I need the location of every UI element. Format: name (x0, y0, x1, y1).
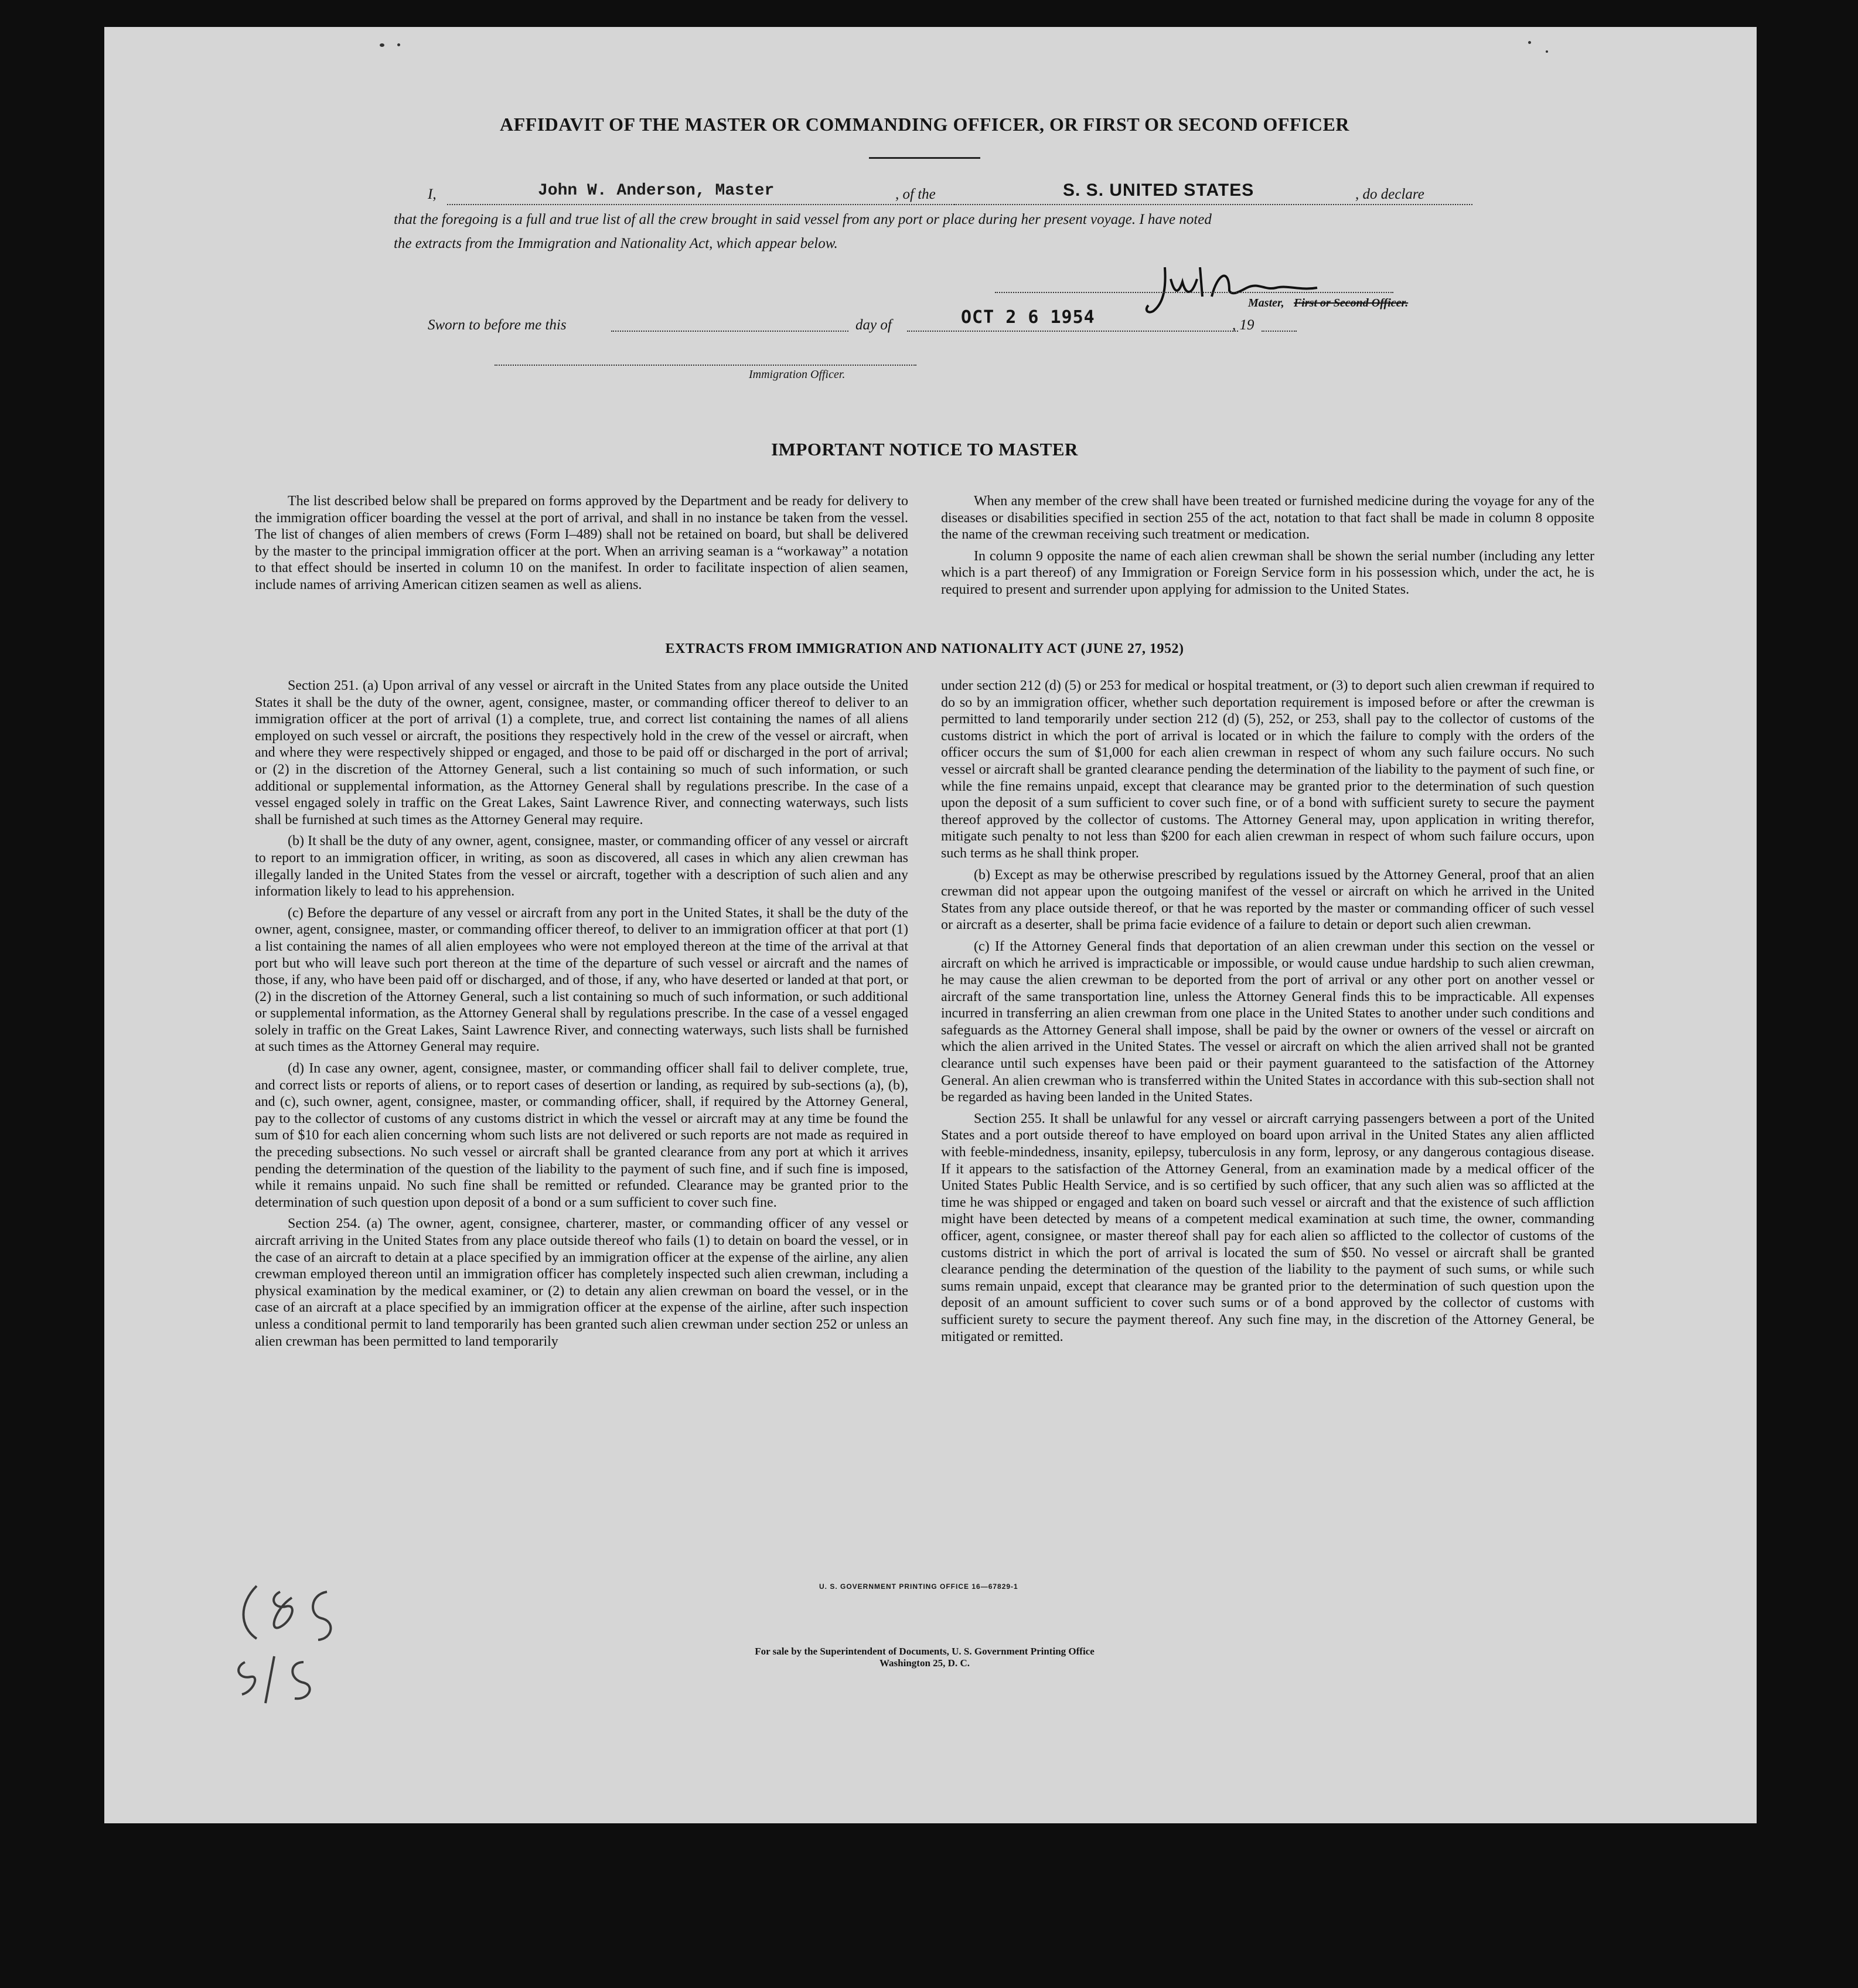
master-name-field (447, 204, 992, 205)
date-stamp: OCT 2 6 1954 (961, 307, 1095, 328)
section-254-a-continued: under section 212 (d) (5) or 253 for medical or hospital treatment, or (3) to deport such alien crewman if required to do so by an immigration officer, whether such deportation requirement is imposed before or after the crewman is permitted to land temporarily under section 212 (d) (5), 252, or 253, shall pay to the collector of customs of the customs district in which the port of arrival is located or in which the failure to comply with the orders of the officer occurs the sum of $1,000 for each alien crewman in respect of whom any such failure occurs. No such vessel or aircraft shall be granted clearance pending the determination of the liability to the payment of such fine, or while the fine remains unpaid, except that clearance may be granted prior to the determination of such question upon the deposit of a sum sufficient to cover such fine, or of a bond with sufficient surety to secure the payment thereof approved by the collector of customs. The Attorney General may, upon application in writing therefor, mitigate such penalty to not less than $200 for each alien crewman in respect of whom such failure occurs, upon such terms as he shall think proper. (941, 678, 1594, 861)
sworn-day-field (611, 331, 848, 332)
section-251-d: (d) In case any owner, agent, consignee, master, or commanding officer shall fail to deliver complete, true, and correct lists or reports of aliens, or to report cases of desertion or landing, as required by sub-sections (a), (b), and (c), such owner, agent, consignee, master, or commanding officer, shall, if required by the Attorney General, pay to the collector of customs of any customs district in which the vessel or aircraft may at any time be found the sum of $10 for each alien concerning whom such lists are not delivered or such reports are not made as required in the preceding subsections. No such vessel or aircraft shall be granted clearance from any port at which it arrives pending the determination of the question of the liability to the payment of such fine, and if such fine is imposed, while it remains unpaid. No such fine shall be remitted or refunded. Clearance may be granted prior to the determination of such question upon deposit of a bond or a sum sufficient to cover such fine. (255, 1061, 908, 1210)
sworn-label: Sworn to before me this (428, 317, 567, 333)
vessel-name: S. S. UNITED STATES (1063, 181, 1254, 200)
notice-right-column (941, 493, 1594, 603)
declaration-line-2: the extracts from the Immigration and Nationality Act, which appear below. (394, 236, 838, 251)
master-signature (1141, 256, 1352, 326)
handwritten-pencil-notes (233, 1574, 409, 1709)
notice-left-column (255, 493, 908, 598)
notice-right-paragraph-1: When any member of the crew shall have been treated or furnished medicine during the voyage for any of the diseases or disabilities specified in section 255 of the act, notation to that fact shall be made in column 8 opposite the name of the crewman receiving such treatment or medication. (941, 493, 1594, 543)
footer (104, 1646, 1745, 1669)
master-name: John W. Anderson, Master (538, 182, 775, 200)
caption-struck: First or Second Officer. (1294, 297, 1409, 309)
title-rule (869, 157, 980, 159)
sworn-month-field (907, 331, 1238, 332)
do-declare-label: , do declare (1355, 186, 1424, 202)
officer-label: Immigration Officer. (749, 368, 846, 381)
extracts-left-column (255, 678, 908, 1354)
of-the-label: , of the (895, 186, 936, 202)
scan-speck (1546, 50, 1548, 53)
i-label: I, (428, 186, 437, 202)
year-label: , 19 (1232, 317, 1254, 333)
signature-line (995, 292, 1393, 293)
extracts-title: EXTRACTS FROM IMMIGRATION AND NATIONALITY ACT (JUNE 27, 1952) (665, 641, 1184, 656)
scan-speck (380, 43, 384, 47)
affidavit-title: AFFIDAVIT OF THE MASTER OR COMMANDING OFFICER, OR FIRST OR SECOND OFFICER (500, 114, 1349, 135)
year-field (1262, 331, 1297, 332)
scan-speck (1528, 41, 1531, 44)
notice-title: IMPORTANT NOTICE TO MASTER (771, 439, 1078, 459)
scan-speck (397, 43, 400, 46)
section-255: Section 255. It shall be unlawful for any vessel or aircraft carrying passengers between a port of the United States and a port outside thereof to have employed on board upon arrival in the United States any alien afflicted with feeble-mindedness, insanity, epilepsy, tuberculosis in any form, leprosy, or any dangerous contagious disease. If it appears to the satisfaction of the Attorney General, from an examination made by a medical officer of the United States Public Health Service, and is so certified by such officer, that any such alien was so afflicted at the time he was shipped or engaged and taken on board such vessel or aircraft and that the existence of such affliction might have been detected by means of a competent medical examination at such time, the owner, commanding officer, agent, consignee, or master thereof shall pay for each alien so afflicted to the collector of customs of the customs district in which the port of arrival is located the sum of $50. No vessel or aircraft shall be granted clearance pending the determination of the question of the liability to the payment of such sums, or while such sums remain unpaid, except that clearance may be granted prior to the determination of such question upon the deposit of an amount sufficient to cover such sums or of a bond approved by the collector of customs with sufficient surety to secure the payment thereof. Any such fine may, in the discretion of the Attorney General, be mitigated or remitted. (941, 1111, 1594, 1344)
footer-line-1: For sale by the Superintendent of Documents, U. S. Government Printing Office (755, 1646, 1095, 1657)
footer-line-2: Washington 25, D. C. (879, 1657, 970, 1669)
section-251-a: Section 251. (a) Upon arrival of any vessel or aircraft in the United States from any place outside the United States it shall be the duty of the owner, agent, consignee, master, or commanding officer thereof to deliver to an immigration officer at the port of arrival (1) a complete, true, and correct list containing the names of all aliens employed on such vessel or aircraft, the positions they respectively hold in the crew of the vessel or aircraft, when and where they were respectively shipped or engaged, and those to be paid off or discharged in the port of arrival; or (2) in the discretion of the Attorney General, such a list containing so much of such information, or such additional or supplemental information, as the Attorney General shall by regulations prescribe. In the case of a vessel engaged solely in traffic on the Great Lakes, Saint Lawrence River, and connecting waterways, such lists shall be furnished at such times as the Attorney General may require. (255, 678, 908, 828)
declaration-line-1: that the foregoing is a full and true list of all the crew brought in said vessel from any port or place during her present voyage. I have noted (394, 212, 1212, 227)
printer-mark: U. S. GOVERNMENT PRINTING OFFICE 16—67829-1 (819, 1582, 1018, 1591)
section-251-c: (c) Before the departure of any vessel or aircraft from any port in the United States, it shall be the duty of the owner, agent, consignee, master, or commanding officer thereof, to deliver to an immigration officer at that port (1) a list containing the names of all alien employees who were not employed thereon at the time of the arrival at that port but who will leave such port thereon at the time of the departure of such vessel or aircraft and the names of those, if any, who have been paid off or discharged, and of those, if any, who have deserted or landed at that port, or (2) in the discretion of the Attorney General, such a list containing so much of such information, or such additional or supplemental information, as the Attorney General shall by regulations prescribe. In the case of a vessel engaged solely in traffic on the Great Lakes, Saint Lawrence River, and connecting waterways, such lists shall be furnished at such times as the Attorney General may require. (255, 905, 908, 1055)
extracts-right-column (941, 678, 1594, 1350)
vessel-field (954, 204, 1472, 205)
officer-line (495, 365, 916, 366)
caption-master: Master, (1248, 297, 1284, 309)
notice-right-paragraph-2: In column 9 opposite the name of each alien crewman shall be shown the serial number (including any letter which is a part thereof) of any Immigration or Foreign Service form in his possession which, under the act, he is required to present and surrender upon applying for admission to the United States. (941, 548, 1594, 597)
section-254-a: Section 254. (a) The owner, agent, consignee, charterer, master, or commanding officer of any vessel or aircraft arriving in the United States from any place outside thereof who fails (1) to detain on board the vessel, or in the case of an aircraft to detain at a place specified by an immigration officer at the expense of the airline, any alien crewman employed thereon until an immigration officer has completely inspected such alien crewman, including a physical examination by the medical examiner, or (2) to detain any alien crewman on board the vessel, or in the case of an aircraft at a place specified by an immigration officer at the expense of the airline, after such inspection unless a conditional permit to land temporarily has been granted such alien crewman under section 252 or unless an alien crewman has been permitted to land temporarily (255, 1216, 908, 1349)
day-of-label: day of (855, 317, 892, 333)
section-251-b: (b) It shall be the duty of any owner, agent, consignee, master, or commanding officer of any vessel or aircraft to report to an immigration officer, in writing, as soon as discovered, all cases in which any alien crewman has illegally landed in the United States from the vessel or aircraft, together with a description of such alien and any information likely to lead to his apprehension. (255, 833, 908, 900)
section-254-c: (c) If the Attorney General finds that deportation of an alien crewman under this section on the vessel or aircraft on which he arrived is impracticable or impossible, or would cause undue hardship to such alien crewman, he may cause the alien crewman to be deported from the port of arrival or any other port on another vessel or aircraft of the same transportation line, unless the Attorney General finds this to be impracticable. All expenses incurred in transferring an alien crewman from one place in the United States to another under such conditions and safeguards as the Attorney General shall impose, shall be paid by the owner or owners of the vessel or aircraft on which the alien arrived in the United States. The vessel or aircraft on which the alien arrived shall not be granted clearance until such expenses have been paid or their payment guaranteed to the satisfaction of the Attorney General. An alien crewman who is transferred within the United States in accordance with this sub-section shall not be regarded as having been landed in the United States. (941, 938, 1594, 1105)
section-254-b: (b) Except as may be otherwise prescribed by regulations issued by the Attorney General, proof that an alien crewman did not appear upon the outgoing manifest of the vessel or aircraft on which he arrived in the United States from any place outside thereof, or that he was reported by the master or commanding officer of such vessel or aircraft as a deserter, shall be prima facie evidence of a failure to detain or deport such alien crewman. (941, 867, 1594, 933)
notice-left-paragraph: The list described below shall be prepared on forms approved by the Department and be ready for delivery to the immigration officer boarding the vessel at the port of arrival, and shall in no instance be taken from the vessel. The list of changes of alien members of crews (Form I–489) shall not be retained on board, but shall be delivered by the master to the principal immigration officer at the port. When an arriving seaman is a “workaway” a notation to that effect should be inserted in column 10 on the manifest. In order to facilitate inspection of alien seamen, include names of arriving American citizen seamen as well as aliens. (255, 493, 908, 593)
document-page (104, 27, 1757, 1823)
